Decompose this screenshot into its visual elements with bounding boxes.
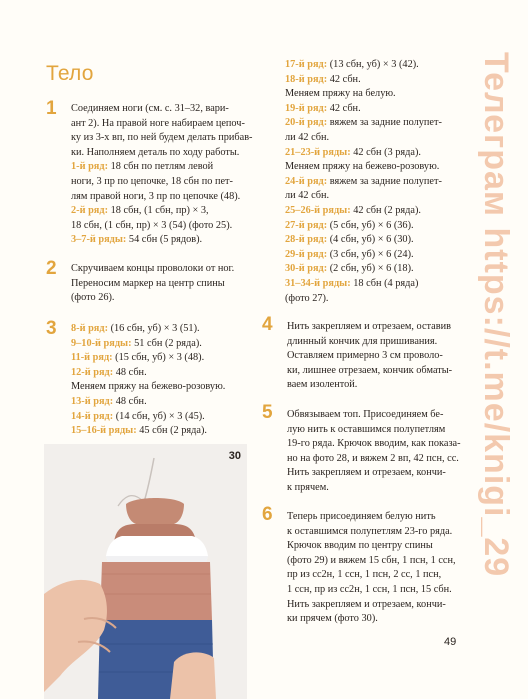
text-line <box>285 160 442 175</box>
text-line <box>285 58 442 73</box>
text-line <box>285 87 442 102</box>
row-text: (16 сбн, уб) × 3 (51). <box>108 323 200 334</box>
text-line <box>71 351 225 366</box>
row-label: 31–34-й ряды: <box>285 277 351 289</box>
row-text: вяжем за задние полупет- <box>327 117 442 129</box>
step-number: 4 <box>262 314 273 335</box>
text-line <box>285 102 442 117</box>
text-line: Нить закрепляем и отрезаем, кончи- <box>287 467 446 479</box>
row-text: вяжем за задние полупет- <box>327 175 442 187</box>
row-text: 42 сбн (3 ряда). <box>350 146 421 158</box>
text-line: Оставляем примерно 3 см проволо- <box>287 350 443 362</box>
row-text: 45 сбн (2 ряда). <box>136 425 207 437</box>
row-text: 51 сбн (2 ряда). <box>131 337 202 349</box>
text-line <box>71 190 253 205</box>
row-label: 12-й ряд: <box>71 366 114 378</box>
step-text <box>287 408 461 496</box>
row-text: (фото 27). <box>285 292 329 304</box>
watermark: Телеграм https://t.me/knigi_29 <box>477 52 515 578</box>
row-label: 28-й ряд: <box>285 234 328 246</box>
row-text: 18 сбн по петлям левой <box>108 161 214 173</box>
photo <box>44 444 247 699</box>
row-text: 48 сбн. <box>113 366 147 378</box>
row-text: Скручиваем концы проволоки от ног. <box>71 263 235 274</box>
row-text: Меняем пряжу на белую. <box>285 88 396 100</box>
text-line <box>71 117 253 132</box>
row-label: 21–23-й ряды: <box>285 146 351 158</box>
photo-number: 30 <box>228 450 241 462</box>
row-text: 18 сбн, (1 сбн, пр) × 3, <box>108 205 209 217</box>
row-label: 30-й ряд: <box>285 263 328 275</box>
doll-body-illustration <box>44 444 247 699</box>
row-text: 42 сбн. <box>327 73 361 85</box>
step-number: 2 <box>46 258 57 279</box>
row-text: Меняем пряжу на бежево-розовую. <box>71 381 226 393</box>
step-number: 1 <box>46 98 57 119</box>
text-line <box>285 204 442 219</box>
text-line <box>285 146 442 161</box>
row-text: 42 сбн. <box>327 102 361 114</box>
text-line <box>285 233 442 248</box>
row-text: ли 42 сбн. <box>285 131 330 143</box>
step-number: 5 <box>262 402 273 423</box>
text-line <box>71 262 234 277</box>
row-text: 18 сбн, (1 сбн, пр) × 3 (54) (фото 25). <box>71 219 233 231</box>
text-line <box>71 380 225 395</box>
text-line: но на фото 28, и вяжем 2 вп, 42 псн, сс. <box>287 452 459 464</box>
row-text: (4 сбн, уб) × 6 (30). <box>327 234 414 246</box>
step-text <box>287 320 452 393</box>
step-number: 3 <box>46 318 57 339</box>
row-text: ли 42 сбн. <box>285 190 330 202</box>
text-line <box>71 146 253 161</box>
row-text: (14 сбн, уб) × 3 (45). <box>113 410 205 422</box>
row-label: 1-й ряд: <box>71 161 109 173</box>
row-text: ки. Наполняем деталь по ходу работы. <box>71 146 240 158</box>
row-text: (5 сбн, уб) × 6 (36). <box>327 219 414 231</box>
text-line <box>71 204 253 219</box>
text-line <box>71 424 225 439</box>
row-text: (3 сбн, уб) × 6 (24). <box>327 248 414 260</box>
text-line: ваем изолентой. <box>287 379 358 391</box>
row-text: (2 сбн, уб) × 6 (18). <box>327 263 414 275</box>
row-label: 3–7-й ряды: <box>71 234 127 246</box>
text-line <box>71 175 253 190</box>
text-line: ки прячем (фото 30). <box>287 613 378 625</box>
row-label: 9–10-й ряды: <box>71 337 132 349</box>
step-number: 6 <box>262 504 273 525</box>
row-text: (фото 26). <box>71 292 115 304</box>
step-text <box>71 102 253 248</box>
row-label: 2-й ряд: <box>71 205 109 217</box>
row-label: 11-й ряд: <box>71 352 113 364</box>
text-line <box>285 219 442 234</box>
row-label: 20-й ряд: <box>285 117 328 129</box>
row-text: 18 сбн (4 ряда) <box>350 277 419 289</box>
text-line: 1 ссн, пр из сс2н, 1 ссн, 1 псн, 15 сбн. <box>287 583 452 595</box>
text-line <box>71 337 225 352</box>
text-line: (фото 29) и вяжем 15 сбн, 1 псн, 1 ссн, <box>287 554 456 566</box>
text-line <box>285 175 442 190</box>
text-line <box>71 366 225 381</box>
text-line <box>285 131 442 146</box>
row-text: 48 сбн. <box>113 395 147 407</box>
text-line: пр из сс2н, 1 ссн, 1 псн, 2 сс, 1 псн, <box>287 569 442 581</box>
page-number: 49 <box>444 636 457 648</box>
row-text: лям правой ноги, 3 пр по цепочке (48). <box>71 190 241 202</box>
row-label: 29-й ряд: <box>285 248 328 260</box>
text-line <box>71 131 253 146</box>
text-line: Крючок вводим по центру спины <box>287 540 433 552</box>
text-line <box>71 410 225 425</box>
row-label: 25–26-й ряды: <box>285 204 351 216</box>
text-line <box>71 160 253 175</box>
section-title: Тело <box>46 62 94 85</box>
text-line <box>285 116 442 131</box>
text-line: к прячем. <box>287 481 329 493</box>
row-text: ант 2). На правой ноге набираем цепоч- <box>71 117 245 129</box>
row-text: ку из 3-х вп, по ней будем делать прибав- <box>71 132 253 144</box>
text-line: ки, лишнее отрезаем, кончик обматы- <box>287 364 453 376</box>
text-line: Нить закрепляем и отрезаем, оставив <box>287 321 451 332</box>
row-text: Переносим маркер на центр спины <box>71 277 225 289</box>
text-line: лую нить к оставшимся полупетлям <box>287 423 446 435</box>
step-text <box>71 322 225 439</box>
text-line: 19-го ряда. Крючок вводим, как показа- <box>287 438 461 450</box>
row-text: ноги, 3 пр по цепочке, 18 сбн по пет- <box>71 175 233 187</box>
row-list <box>285 58 442 306</box>
row-text: (15 сбн, уб) × 3 (48). <box>112 352 205 364</box>
row-label: 18-й ряд: <box>285 73 328 85</box>
row-text: Меняем пряжу на бежево-розовую. <box>285 161 440 173</box>
row-label: 13-й ряд: <box>71 395 114 407</box>
row-text: 42 сбн (2 ряда). <box>350 204 421 216</box>
row-text: 54 сбн (5 рядов). <box>126 234 203 246</box>
text-line <box>285 292 442 307</box>
text-line <box>285 248 442 263</box>
text-line: Нить закрепляем и отрезаем, кончи- <box>287 598 446 610</box>
text-line: длинный кончик для пришивания. <box>287 335 438 347</box>
row-label: 17-й ряд: <box>285 59 328 70</box>
text-line <box>71 233 253 248</box>
text-line <box>285 189 442 204</box>
row-label: 14-й ряд: <box>71 410 114 422</box>
row-label: 24-й ряд: <box>285 175 328 187</box>
text-line <box>71 219 253 234</box>
text-line <box>71 277 234 292</box>
text-line <box>71 322 225 337</box>
text-line <box>285 262 442 277</box>
row-label: 8-й ряд: <box>71 323 109 334</box>
row-text: (13 сбн, уб) × 3 (42). <box>327 59 419 70</box>
text-line <box>285 73 442 88</box>
row-text: Соединяем ноги (см. с. 31–32, вари- <box>71 103 229 114</box>
row-label: 15–16-й ряды: <box>71 425 137 437</box>
text-line: Теперь присоединяем белую нить <box>287 511 436 522</box>
row-label: 27-й ряд: <box>285 219 328 231</box>
row-label: 19-й ряд: <box>285 102 328 114</box>
step-text <box>287 510 456 627</box>
text-line: к оставшимся полупетлям 23-го ряда. <box>287 525 453 537</box>
text-line <box>71 291 234 306</box>
text-line <box>285 277 442 292</box>
step-text <box>71 262 234 306</box>
text-line <box>71 102 253 117</box>
text-line: Обвязываем топ. Присоединяем бе- <box>287 409 444 420</box>
text-line <box>71 395 225 410</box>
